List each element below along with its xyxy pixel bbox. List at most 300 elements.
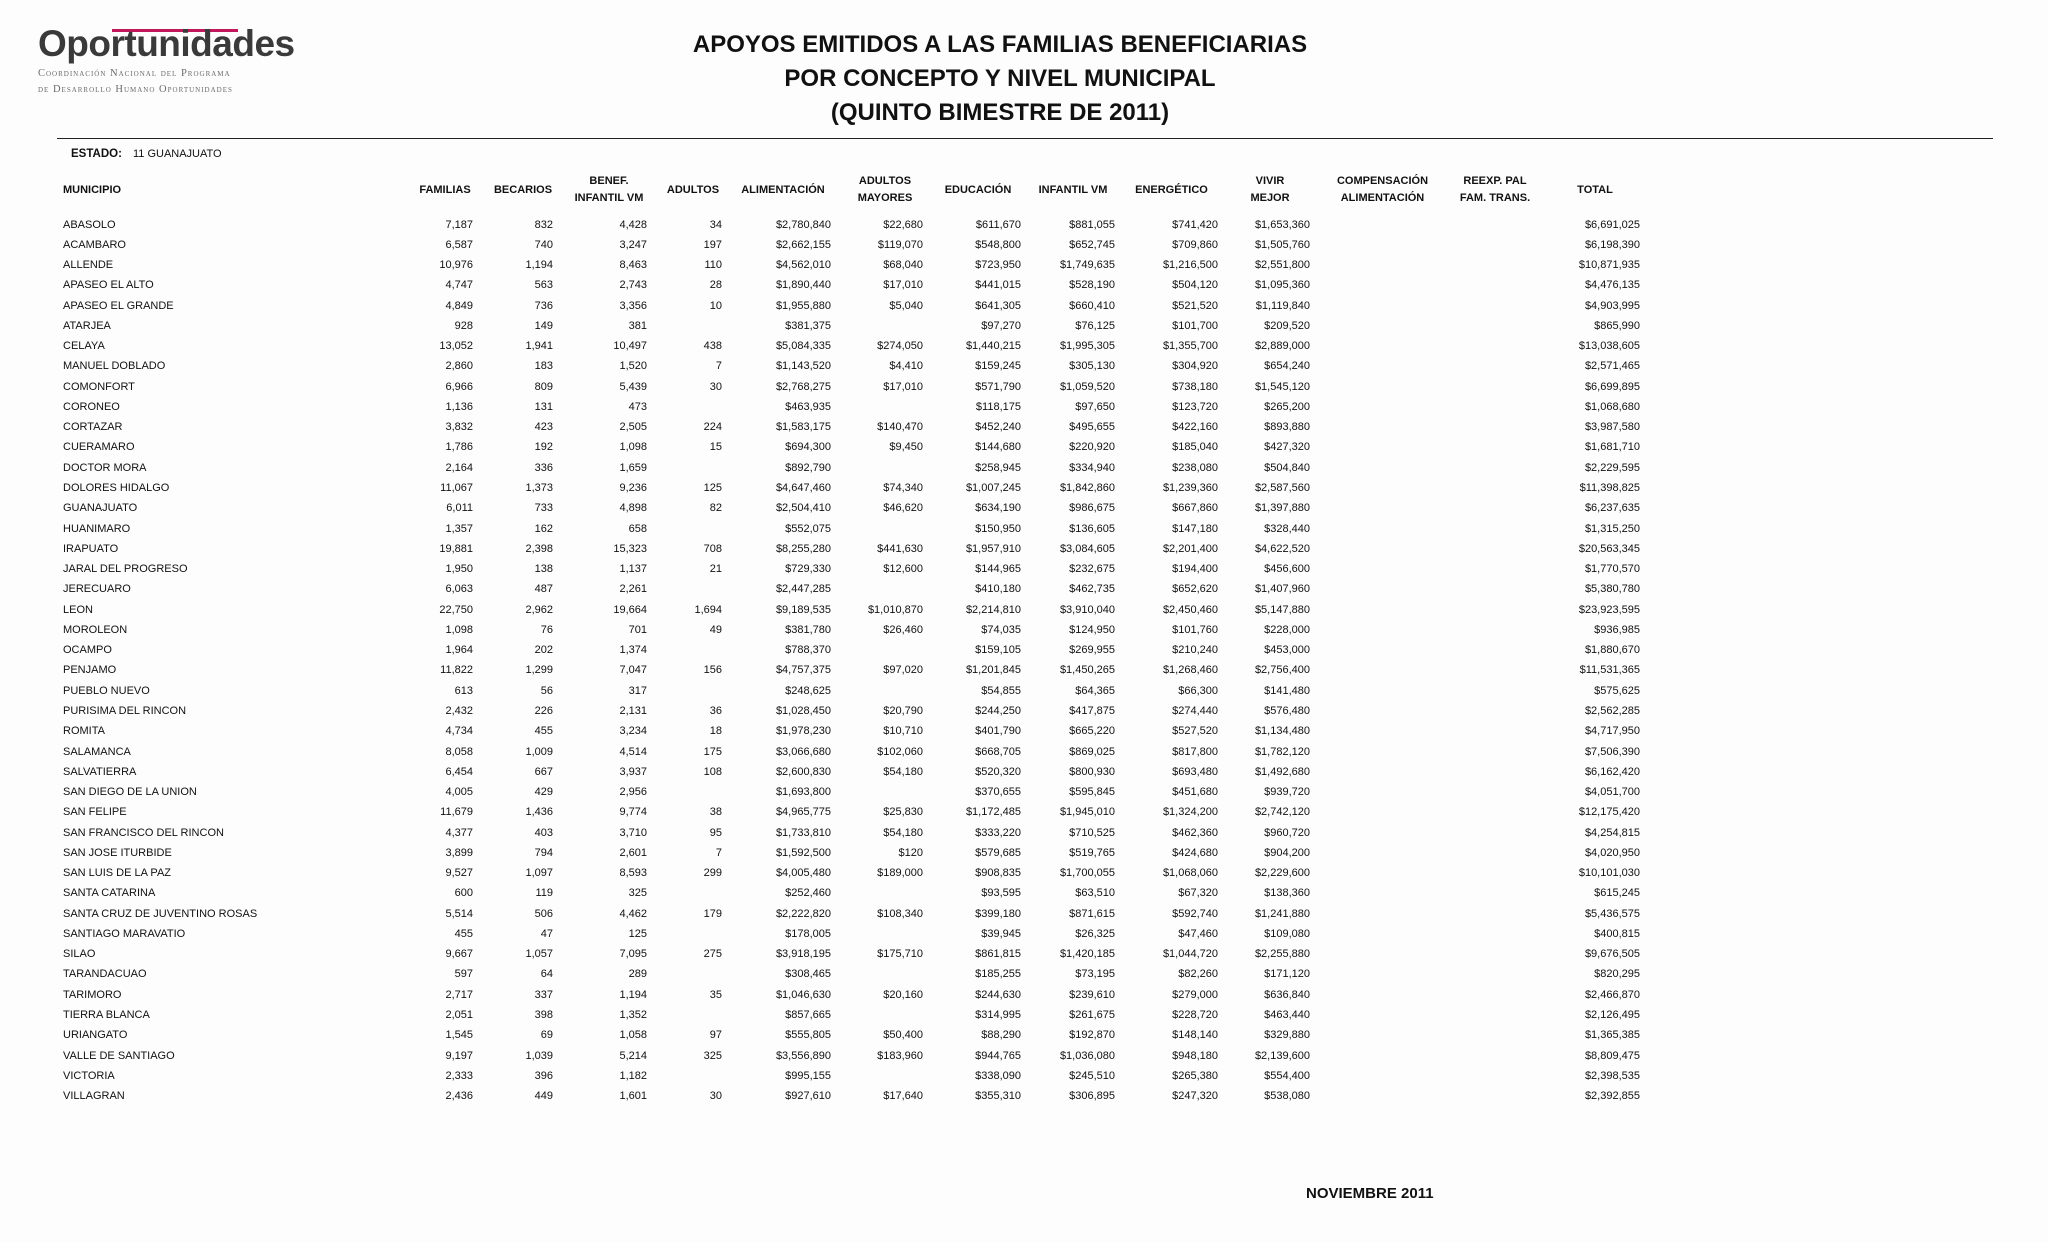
cell-alimentacion: $2,600,830 bbox=[775, 765, 831, 778]
table-row bbox=[0, 1066, 2048, 1086]
cell-alimentacion: $2,447,285 bbox=[775, 583, 831, 596]
cell-infantil-vm: $261,675 bbox=[1069, 1009, 1115, 1022]
cell-benef: 658 bbox=[628, 522, 647, 535]
cell-becarios: 449 bbox=[534, 1090, 553, 1103]
cell-educacion: $159,245 bbox=[975, 360, 1021, 373]
estado-line bbox=[71, 148, 222, 160]
cell-vivir-mejor: $171,120 bbox=[1264, 968, 1310, 981]
cell-total: $6,198,390 bbox=[1584, 238, 1640, 251]
table-row bbox=[0, 620, 2048, 640]
cell-energetico: $123,720 bbox=[1172, 400, 1218, 413]
cell-familias: 11,822 bbox=[440, 664, 473, 677]
cell-total: $615,245 bbox=[1594, 887, 1640, 900]
cell-benef: 125 bbox=[628, 927, 647, 940]
cell-adultos-mayores: $17,010 bbox=[883, 279, 923, 292]
cell-adultos-mayores: $46,620 bbox=[883, 502, 923, 515]
cell-familias: 455 bbox=[454, 927, 473, 940]
cell-adultos-mayores: $68,040 bbox=[883, 259, 923, 272]
cell-benef: 2,601 bbox=[619, 846, 647, 859]
cell-total: $2,392,855 bbox=[1584, 1090, 1640, 1103]
cell-becarios: 398 bbox=[534, 1009, 553, 1022]
cell-alimentacion: $552,075 bbox=[785, 522, 831, 535]
cell-becarios: 403 bbox=[534, 826, 553, 839]
cell-vivir-mejor: $2,255,880 bbox=[1254, 948, 1310, 961]
cell-infantil-vm: $334,940 bbox=[1069, 461, 1115, 474]
cell-alimentacion: $2,222,820 bbox=[775, 907, 831, 920]
table-row bbox=[0, 1005, 2048, 1025]
cell-alimentacion: $2,768,275 bbox=[775, 380, 831, 393]
cell-alimentacion: $463,935 bbox=[785, 400, 831, 413]
cell-energetico: $1,068,060 bbox=[1162, 867, 1218, 880]
cell-educacion: $441,015 bbox=[975, 279, 1021, 292]
cell-vivir-mejor: $1,782,120 bbox=[1254, 745, 1310, 758]
cell-adultos-mayores: $4,410 bbox=[889, 360, 923, 373]
cell-infantil-vm: $710,525 bbox=[1069, 826, 1115, 839]
cell-benef: 8,463 bbox=[619, 259, 647, 272]
cell-benef: 2,505 bbox=[619, 421, 647, 434]
cell-alimentacion: $9,189,535 bbox=[775, 603, 831, 616]
cell-alimentacion: $2,504,410 bbox=[775, 502, 831, 515]
cell-becarios: 131 bbox=[534, 400, 553, 413]
cell-familias: 9,197 bbox=[445, 1049, 473, 1062]
cell-municipio: GUANAJUATO bbox=[63, 502, 138, 515]
cell-infantil-vm: $136,605 bbox=[1069, 522, 1115, 535]
cell-becarios: 138 bbox=[534, 563, 553, 576]
column-header-adultos-mayores: ADULTOS MAYORES bbox=[857, 175, 913, 204]
cell-alimentacion: $308,465 bbox=[785, 968, 831, 981]
cell-becarios: 487 bbox=[534, 583, 553, 596]
cell-alimentacion: $1,693,800 bbox=[775, 786, 831, 799]
cell-adultos: 325 bbox=[703, 1049, 722, 1062]
cell-infantil-vm: $76,125 bbox=[1075, 319, 1115, 332]
cell-adultos: 197 bbox=[703, 238, 722, 251]
cell-adultos: 224 bbox=[703, 421, 722, 434]
table-row bbox=[0, 904, 2048, 924]
report-title bbox=[560, 28, 1440, 130]
cell-adultos-mayores: $50,400 bbox=[883, 1029, 923, 1042]
cell-alimentacion: $4,647,460 bbox=[775, 482, 831, 494]
cell-municipio: OCAMPO bbox=[63, 644, 112, 657]
cell-familias: 22,750 bbox=[439, 603, 473, 616]
cell-infantil-vm: $124,950 bbox=[1069, 623, 1115, 636]
cell-educacion: $258,945 bbox=[975, 461, 1021, 474]
cell-total: $1,068,680 bbox=[1584, 400, 1640, 413]
cell-adultos-mayores: $74,340 bbox=[883, 482, 923, 494]
cell-adultos: 7 bbox=[715, 360, 722, 373]
cell-vivir-mejor: $138,360 bbox=[1264, 887, 1310, 900]
cell-educacion: $39,945 bbox=[981, 927, 1021, 940]
estado-value: 11 GUANAJUATO bbox=[132, 148, 222, 160]
cell-becarios: 1,039 bbox=[525, 1049, 553, 1062]
cell-becarios: 667 bbox=[534, 765, 553, 778]
cell-total: $3,987,580 bbox=[1584, 421, 1640, 434]
table-row bbox=[0, 924, 2048, 944]
cell-adultos: 108 bbox=[703, 765, 722, 778]
cell-adultos: 179 bbox=[703, 907, 722, 920]
cell-benef: 10,497 bbox=[613, 340, 647, 353]
cell-total: $7,506,390 bbox=[1584, 745, 1640, 758]
cell-alimentacion: $729,330 bbox=[785, 563, 831, 576]
cell-alimentacion: $4,965,775 bbox=[775, 806, 831, 819]
cell-educacion: $88,290 bbox=[981, 1029, 1021, 1042]
cell-educacion: $144,680 bbox=[975, 441, 1021, 454]
cell-vivir-mejor: $538,080 bbox=[1264, 1090, 1310, 1103]
column-header-vivir-mejor: VIVIR MEJOR bbox=[1250, 175, 1290, 204]
cell-total: $2,466,870 bbox=[1584, 988, 1640, 1001]
cell-municipio: MOROLEON bbox=[63, 623, 128, 636]
cell-familias: 7,187 bbox=[445, 218, 473, 231]
cell-alimentacion: $4,005,480 bbox=[775, 867, 831, 880]
cell-familias: 13,052 bbox=[439, 340, 473, 353]
cell-alimentacion: $1,955,880 bbox=[775, 299, 831, 312]
cell-adultos: 708 bbox=[703, 542, 722, 555]
cell-educacion: $861,815 bbox=[975, 948, 1021, 961]
cell-becarios: 64 bbox=[540, 968, 553, 981]
cell-adultos-mayores: $1,010,870 bbox=[867, 603, 923, 616]
table-row bbox=[0, 336, 2048, 356]
cell-familias: 600 bbox=[454, 887, 473, 900]
cell-adultos: 125 bbox=[703, 482, 722, 494]
cell-educacion: $723,950 bbox=[975, 259, 1021, 272]
cell-benef: 7,047 bbox=[619, 664, 647, 677]
cell-adultos: 1,694 bbox=[694, 603, 722, 616]
cell-adultos: 175 bbox=[703, 745, 722, 758]
cell-infantil-vm: $1,420,185 bbox=[1059, 948, 1115, 961]
cell-infantil-vm: $595,845 bbox=[1069, 786, 1115, 799]
cell-energetico: $667,860 bbox=[1172, 502, 1218, 515]
cell-familias: 8,058 bbox=[445, 745, 473, 758]
cell-benef: 1,601 bbox=[619, 1090, 647, 1103]
cell-municipio: SANTIAGO MARAVATIO bbox=[63, 927, 186, 940]
cell-infantil-vm: $239,610 bbox=[1069, 988, 1115, 1001]
cell-energetico: $422,160 bbox=[1172, 421, 1218, 434]
cell-vivir-mejor: $1,134,480 bbox=[1254, 725, 1310, 738]
cell-becarios: 47 bbox=[540, 927, 553, 940]
table-row bbox=[0, 1086, 2048, 1106]
cell-energetico: $238,080 bbox=[1172, 461, 1218, 474]
cell-municipio: URIANGATO bbox=[63, 1029, 128, 1042]
cell-becarios: 76 bbox=[540, 623, 553, 636]
cell-energetico: $2,450,460 bbox=[1162, 603, 1218, 616]
cell-familias: 5,514 bbox=[445, 907, 473, 920]
cell-benef: 5,214 bbox=[619, 1049, 647, 1062]
cell-becarios: 1,009 bbox=[525, 745, 553, 758]
cell-municipio: APASEO EL GRANDE bbox=[63, 299, 174, 312]
header-divider bbox=[57, 138, 1993, 139]
cell-becarios: 1,057 bbox=[525, 948, 553, 961]
cell-total: $865,990 bbox=[1594, 319, 1640, 332]
cell-vivir-mejor: $2,756,400 bbox=[1254, 664, 1310, 677]
cell-benef: 289 bbox=[628, 968, 647, 981]
table-row bbox=[0, 721, 2048, 741]
cell-alimentacion: $3,918,195 bbox=[775, 948, 831, 961]
cell-energetico: $1,044,720 bbox=[1162, 948, 1218, 961]
cell-municipio: SANTA CATARINA bbox=[63, 887, 156, 900]
cell-benef: 1,520 bbox=[619, 360, 647, 373]
cell-becarios: 192 bbox=[534, 441, 553, 454]
table-row bbox=[0, 883, 2048, 903]
cell-educacion: $314,995 bbox=[975, 1009, 1021, 1022]
table-row bbox=[0, 823, 2048, 843]
cell-vivir-mejor: $904,200 bbox=[1264, 846, 1310, 859]
cell-energetico: $101,700 bbox=[1172, 319, 1218, 332]
cell-familias: 4,734 bbox=[445, 725, 473, 738]
cell-benef: 1,182 bbox=[619, 1069, 647, 1082]
cell-energetico: $1,268,460 bbox=[1162, 664, 1218, 677]
cell-vivir-mejor: $1,119,840 bbox=[1255, 299, 1310, 312]
cell-adultos-mayores: $22,680 bbox=[883, 218, 923, 231]
cell-adultos-mayores: $54,180 bbox=[883, 826, 923, 839]
cell-educacion: $520,320 bbox=[975, 765, 1021, 778]
cell-educacion: $118,175 bbox=[975, 400, 1021, 413]
cell-energetico: $210,240 bbox=[1172, 644, 1218, 657]
cell-alimentacion: $5,084,335 bbox=[775, 340, 831, 353]
column-header-energetico: ENERGÉTICO bbox=[1135, 183, 1208, 196]
cell-municipio: JARAL DEL PROGRESO bbox=[63, 563, 188, 576]
cell-familias: 4,747 bbox=[445, 279, 473, 292]
cell-infantil-vm: $1,450,265 bbox=[1059, 664, 1115, 677]
cell-adultos: 49 bbox=[709, 623, 722, 636]
cell-total: $1,365,385 bbox=[1584, 1029, 1640, 1042]
cell-infantil-vm: $986,675 bbox=[1069, 502, 1115, 515]
cell-infantil-vm: $1,945,010 bbox=[1059, 806, 1115, 819]
cell-educacion: $641,305 bbox=[975, 299, 1021, 312]
cell-municipio: SALAMANCA bbox=[63, 745, 131, 758]
cell-energetico: $228,720 bbox=[1172, 1009, 1218, 1022]
cell-benef: 4,898 bbox=[619, 502, 647, 515]
cell-municipio: SAN FELIPE bbox=[63, 806, 127, 819]
cell-alimentacion: $248,625 bbox=[785, 684, 831, 697]
report-date: NOVIEMBRE 2011 bbox=[1306, 1185, 1434, 1202]
cell-becarios: 2,962 bbox=[525, 603, 553, 616]
cell-energetico: $451,680 bbox=[1172, 786, 1218, 799]
table-row bbox=[0, 600, 2048, 620]
column-header-adultos: ADULTOS bbox=[666, 183, 720, 196]
cell-benef: 1,098 bbox=[619, 441, 647, 454]
cell-total: $1,880,670 bbox=[1584, 644, 1640, 657]
cell-total: $6,237,635 bbox=[1584, 502, 1640, 515]
cell-adultos: 28 bbox=[709, 279, 722, 292]
cell-municipio: MANUEL DOBLADO bbox=[63, 360, 166, 373]
cell-municipio: PENJAMO bbox=[63, 664, 117, 677]
cell-vivir-mejor: $265,200 bbox=[1264, 400, 1310, 413]
table-row bbox=[0, 944, 2048, 964]
cell-familias: 9,527 bbox=[445, 867, 473, 880]
cell-adultos-mayores: $54,180 bbox=[883, 765, 923, 778]
cell-benef: 381 bbox=[628, 319, 647, 332]
cell-becarios: 740 bbox=[534, 238, 553, 251]
cell-infantil-vm: $495,655 bbox=[1069, 421, 1115, 434]
cell-benef: 1,659 bbox=[619, 461, 647, 474]
cell-familias: 1,545 bbox=[445, 1029, 473, 1042]
cell-familias: 1,136 bbox=[445, 400, 473, 413]
cell-municipio: JERECUARO bbox=[63, 583, 131, 596]
cell-becarios: 563 bbox=[534, 279, 553, 292]
cell-benef: 4,462 bbox=[619, 907, 647, 920]
cell-adultos-mayores: $441,630 bbox=[877, 542, 923, 555]
cell-total: $4,717,950 bbox=[1584, 725, 1640, 738]
table-row bbox=[0, 1025, 2048, 1045]
cell-municipio: ROMITA bbox=[63, 725, 105, 738]
cell-infantil-vm: $1,036,080 bbox=[1059, 1049, 1115, 1062]
cell-total: $12,175,420 bbox=[1578, 806, 1640, 819]
cell-benef: 2,743 bbox=[619, 279, 647, 292]
cell-benef: 5,439 bbox=[619, 380, 647, 393]
cell-adultos-mayores: $12,600 bbox=[883, 563, 923, 576]
cell-alimentacion: $381,375 bbox=[785, 319, 831, 332]
cell-vivir-mejor: $427,320 bbox=[1264, 441, 1310, 454]
cell-familias: 2,432 bbox=[445, 704, 473, 717]
cell-total: $936,985 bbox=[1594, 623, 1640, 636]
cell-municipio: SANTA CRUZ DE JUVENTINO ROSAS bbox=[63, 907, 258, 920]
cell-infantil-vm: $269,955 bbox=[1069, 644, 1115, 657]
cell-infantil-vm: $528,190 bbox=[1069, 279, 1115, 292]
cell-alimentacion: $1,978,230 bbox=[775, 725, 831, 738]
cell-total: $9,676,505 bbox=[1584, 948, 1640, 961]
logo-subtitle-1: Coordinación Nacional del Programa bbox=[38, 68, 231, 79]
cell-familias: 1,357 bbox=[445, 522, 473, 535]
cell-municipio: VALLE DE SANTIAGO bbox=[63, 1049, 175, 1062]
cell-adultos-mayores: $9,450 bbox=[889, 441, 923, 454]
cell-becarios: 336 bbox=[534, 461, 553, 474]
cell-adultos: 36 bbox=[709, 704, 722, 717]
cell-educacion: $338,090 bbox=[975, 1069, 1021, 1082]
cell-municipio: LEON bbox=[63, 603, 93, 616]
cell-educacion: $370,655 bbox=[975, 786, 1021, 799]
cell-vivir-mejor: $576,480 bbox=[1264, 704, 1310, 717]
cell-educacion: $150,950 bbox=[975, 522, 1021, 535]
column-header-municipio: MUNICIPIO bbox=[63, 183, 122, 196]
cell-educacion: $452,240 bbox=[975, 421, 1021, 434]
column-header-reexp: REEXP. PAL FAM. TRANS. bbox=[1459, 175, 1531, 204]
cell-infantil-vm: $1,995,305 bbox=[1059, 340, 1115, 353]
cell-total: $20,563,345 bbox=[1578, 542, 1640, 555]
cell-adultos: 30 bbox=[709, 1090, 722, 1103]
cell-familias: 4,849 bbox=[445, 299, 473, 312]
cell-familias: 19,881 bbox=[439, 542, 473, 555]
cell-total: $820,295 bbox=[1594, 968, 1640, 981]
cell-benef: 9,236 bbox=[619, 482, 647, 494]
cell-familias: 2,860 bbox=[445, 360, 473, 373]
cell-educacion: $579,685 bbox=[975, 846, 1021, 859]
cell-familias: 6,063 bbox=[445, 583, 473, 596]
cell-vivir-mejor: $1,545,120 bbox=[1254, 380, 1310, 393]
cell-vivir-mejor: $2,551,800 bbox=[1254, 259, 1310, 272]
cell-energetico: $424,680 bbox=[1172, 846, 1218, 859]
cell-adultos: 15 bbox=[709, 441, 722, 454]
cell-total: $5,380,780 bbox=[1584, 583, 1640, 596]
cell-vivir-mejor: $328,440 bbox=[1264, 522, 1310, 535]
cell-municipio: APASEO EL ALTO bbox=[63, 279, 154, 292]
cell-becarios: 1,299 bbox=[525, 664, 553, 677]
cell-familias: 2,436 bbox=[445, 1090, 473, 1103]
cell-infantil-vm: $245,510 bbox=[1069, 1069, 1115, 1082]
cell-infantil-vm: $1,749,635 bbox=[1059, 259, 1115, 272]
column-header-benef: BENEF. INFANTIL VM bbox=[574, 175, 644, 204]
cell-total: $2,229,595 bbox=[1584, 461, 1640, 474]
cell-benef: 7,095 bbox=[619, 948, 647, 961]
cell-vivir-mejor: $4,622,520 bbox=[1254, 542, 1310, 555]
cell-infantil-vm: $1,700,055 bbox=[1059, 867, 1115, 880]
cell-vivir-mejor: $209,520 bbox=[1264, 319, 1310, 332]
cell-educacion: $401,790 bbox=[975, 725, 1021, 738]
cell-municipio: PURISIMA DEL RINCON bbox=[63, 704, 187, 717]
cell-familias: 928 bbox=[454, 319, 473, 332]
cell-alimentacion: $1,733,810 bbox=[775, 826, 831, 839]
cell-educacion: $244,250 bbox=[975, 704, 1021, 717]
cell-infantil-vm: $800,930 bbox=[1069, 765, 1115, 778]
cell-energetico: $304,920 bbox=[1172, 360, 1218, 373]
cell-energetico: $693,480 bbox=[1172, 765, 1218, 778]
cell-familias: 4,005 bbox=[445, 786, 473, 799]
cell-infantil-vm: $881,055 bbox=[1069, 218, 1115, 231]
table-row bbox=[0, 498, 2048, 518]
cell-alimentacion: $4,562,010 bbox=[775, 259, 831, 272]
cell-vivir-mejor: $2,139,600 bbox=[1254, 1049, 1310, 1062]
cell-infantil-vm: $869,025 bbox=[1069, 745, 1115, 758]
cell-infantil-vm: $305,130 bbox=[1069, 360, 1115, 373]
cell-vivir-mejor: $109,080 bbox=[1264, 927, 1310, 940]
cell-familias: 3,832 bbox=[445, 421, 473, 434]
table-row bbox=[0, 539, 2048, 559]
cell-educacion: $1,172,485 bbox=[965, 806, 1021, 819]
cell-energetico: $66,300 bbox=[1178, 684, 1218, 697]
cell-educacion: $159,105 bbox=[975, 644, 1021, 657]
cell-alimentacion: $4,757,375 bbox=[775, 664, 831, 677]
cell-alimentacion: $3,066,680 bbox=[775, 745, 831, 758]
cell-total: $2,398,535 bbox=[1584, 1069, 1640, 1082]
cell-total: $10,871,935 bbox=[1578, 259, 1640, 272]
cell-adultos-mayores: $189,000 bbox=[877, 867, 923, 880]
cell-energetico: $592,740 bbox=[1172, 907, 1218, 920]
cell-vivir-mejor: $228,000 bbox=[1264, 623, 1310, 636]
cell-adultos-mayores: $26,460 bbox=[883, 623, 923, 636]
cell-vivir-mejor: $2,229,600 bbox=[1254, 867, 1310, 880]
table-row bbox=[0, 863, 2048, 883]
cell-infantil-vm: $660,410 bbox=[1069, 299, 1115, 312]
table-row bbox=[0, 235, 2048, 255]
cell-alimentacion: $1,028,450 bbox=[775, 704, 831, 717]
cell-alimentacion: $995,155 bbox=[785, 1069, 831, 1082]
cell-alimentacion: $857,665 bbox=[785, 1009, 831, 1022]
cell-vivir-mejor: $654,240 bbox=[1264, 360, 1310, 373]
cell-energetico: $274,440 bbox=[1172, 704, 1218, 717]
table-row bbox=[0, 296, 2048, 316]
cell-infantil-vm: $220,920 bbox=[1069, 441, 1115, 454]
cell-educacion: $333,220 bbox=[975, 826, 1021, 839]
cell-total: $10,101,030 bbox=[1578, 867, 1640, 880]
table-row bbox=[0, 356, 2048, 376]
cell-total: $6,699,895 bbox=[1584, 380, 1640, 393]
cell-infantil-vm: $665,220 bbox=[1069, 725, 1115, 738]
cell-familias: 2,164 bbox=[445, 461, 473, 474]
cell-infantil-vm: $232,675 bbox=[1069, 563, 1115, 576]
cell-energetico: $527,520 bbox=[1172, 725, 1218, 738]
table-row bbox=[0, 275, 2048, 295]
cell-educacion: $634,190 bbox=[975, 502, 1021, 515]
cell-familias: 6,011 bbox=[446, 502, 473, 515]
cell-familias: 11,067 bbox=[440, 482, 473, 494]
cell-total: $4,051,700 bbox=[1584, 786, 1640, 799]
cell-energetico: $521,520 bbox=[1172, 299, 1218, 312]
cell-municipio: SAN FRANCISCO DEL RINCON bbox=[63, 826, 224, 839]
cell-energetico: $247,320 bbox=[1172, 1090, 1218, 1103]
cell-educacion: $54,855 bbox=[981, 684, 1021, 697]
cell-municipio: CORTAZAR bbox=[63, 421, 123, 434]
cell-total: $4,020,950 bbox=[1584, 846, 1640, 859]
cell-becarios: 809 bbox=[534, 380, 553, 393]
title-line-3: (QUINTO BIMESTRE DE 2011) bbox=[830, 99, 1170, 126]
